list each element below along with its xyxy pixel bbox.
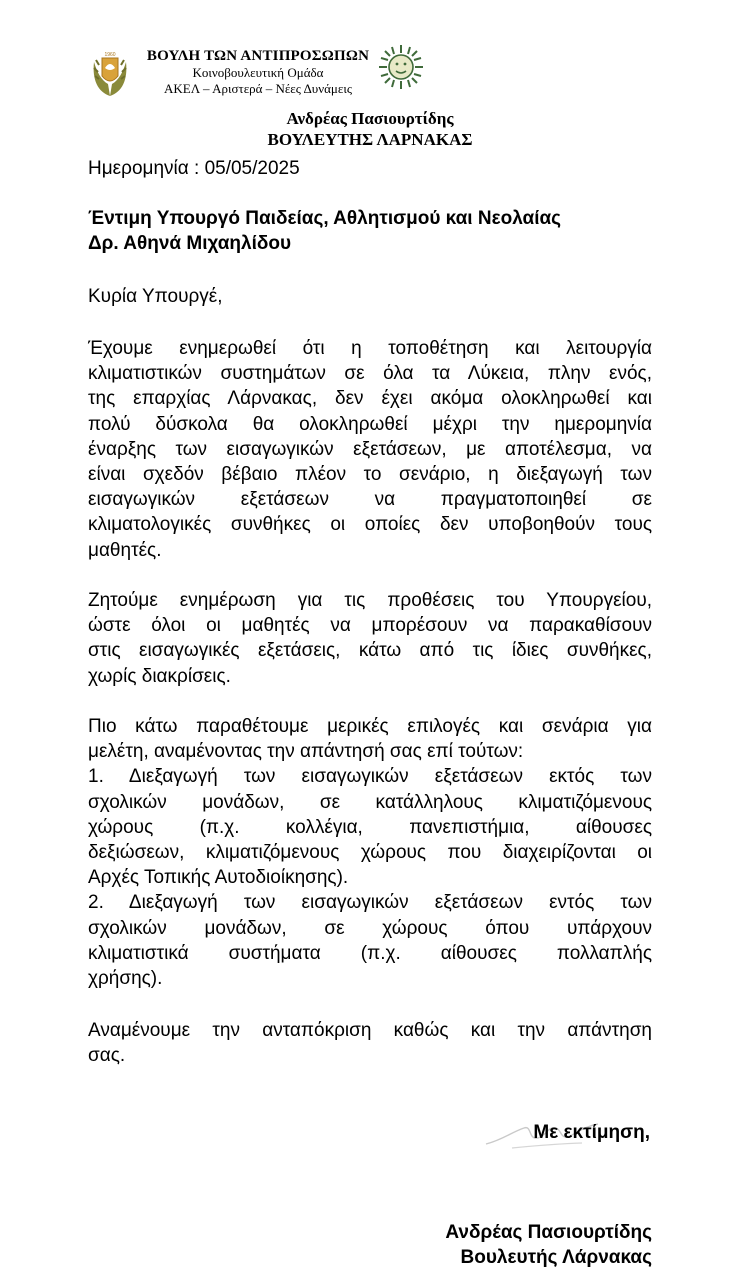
paragraph-3 <box>88 714 652 991</box>
paragraph-line: χωρίς διακρίσεις. <box>88 665 231 687</box>
party-name: ΑΚΕΛ – Αριστερά – Νέες Δυνάμεις <box>164 81 352 96</box>
svg-text:1960: 1960 <box>104 52 116 58</box>
list-item-2-line: κλιματιστικά συστήματα (π.χ. αίθουσες πολλαπλής <box>88 942 652 964</box>
sender-name: Ανδρέας Πασιουρτίδης <box>286 109 454 128</box>
list-item-2-line: χρήσης). <box>88 967 163 989</box>
list-item-1-line: 1. Διεξαγωγή των εισαγωγικών εξετάσεων εκτός των <box>88 766 652 788</box>
salutation: Κυρία Υπουργέ, <box>88 286 223 307</box>
paragraph-line: Αναμένουμε την ανταπόκριση καθώς και την απάντηση <box>88 1020 652 1041</box>
recipient <box>88 206 648 256</box>
letterhead-text <box>138 48 378 97</box>
recipient-name: Δρ. Αθηνά Μιχαηλίδου <box>88 233 292 255</box>
sun-logo-icon <box>378 44 424 90</box>
paragraph-line: της επαρχίας Λάρνακας, δεν έχει ακόμα ολοκληρωθεί και <box>88 388 652 410</box>
paragraph-line: μαθητές. <box>88 539 162 561</box>
paragraph-line: είναι σχεδόν βέβαιο πλέον το σενάριο, η διεξαγωγή των <box>88 463 652 485</box>
signoff-title: Βουλευτής Λάρνακας <box>460 1247 652 1269</box>
sender-title: ΒΟΥΛΕΥΤΗΣ ΛΑΡΝΑΚΑΣ <box>267 130 473 149</box>
paragraph-line: ώστε όλοι οι μαθητές να μπορέσουν να παρακαθίσουν <box>88 615 652 637</box>
paragraph-line: κλιματιστικών συστημάτων σε όλα τα Λύκεια, πλην ενός, <box>88 363 652 385</box>
paragraph-line: Έχουμε ενημερωθεί ότι η τοποθέτηση και λειτουργία <box>88 338 652 359</box>
paragraph-2 <box>88 588 652 689</box>
paragraph-line: μελέτη, αναμένοντας την απάντησή σας επί τούτων: <box>88 741 524 763</box>
list-item-2-line: σχολικών μονάδων, σε χώρους όπου υπάρχουν <box>88 917 652 939</box>
list-item-1-line: χώρους (π.χ. κολλέγια, πανεπιστήμια, αίθουσες <box>88 816 652 838</box>
list-item-1-line: Αρχές Τοπικής Αυτοδιοίκησης). <box>88 867 349 889</box>
paragraph-line: σας. <box>88 1045 126 1067</box>
letterhead <box>88 44 438 104</box>
coat-of-arms-icon <box>88 46 132 104</box>
closing-phrase: Με εκτίμηση, <box>533 1122 650 1143</box>
paragraph-line: Ζητούμε ενημέρωση για τις προθέσεις του Υπουργείου, <box>88 590 652 611</box>
list-item-1-line: σχολικών μονάδων, σε κατάλληλους κλιματιζόμενους <box>88 791 652 813</box>
paragraph-line: έναρξης των εισαγωγικών εξετάσεων, με αποτέλεσμα, να <box>88 438 652 460</box>
recipient-title: Έντιμη Υπουργό Παιδείας, Αθλητισμού και Νεολαίας <box>88 208 562 229</box>
paragraph-line: Πιο κάτω παραθέτουμε μερικές επιλογές και σενάρια για <box>88 716 652 737</box>
sender-header <box>240 108 500 150</box>
parliamentary-group: Κοινοβουλευτική Ομάδα <box>192 65 324 80</box>
parliament-title: ΒΟΥΛΗ ΤΩΝ ΑΝΤΙΠΡΟΣΩΠΩΝ <box>146 48 370 64</box>
list-item-1-line: δεξιώσεων, κλιματιζόμενους χώρους που διαχειρίζονται οι <box>88 841 652 863</box>
paragraph-line: κλιματολογικές συνθήκες οι οποίες δεν υποβοηθούν τους <box>88 514 652 536</box>
signoff-name: Ανδρέας Πασιουρτίδης <box>445 1222 652 1243</box>
paragraph-line: πολύ δύσκολα θα ολοκληρωθεί μέχρι την ημερομηνία <box>88 413 652 435</box>
paragraph-4 <box>88 1018 652 1068</box>
paragraph-line: στις εισαγωγικές εξετάσεις, κάτω από τις ίδιες συνθήκες, <box>88 640 652 662</box>
paragraph-1 <box>88 336 652 563</box>
signoff <box>445 1220 652 1270</box>
paragraph-line: εισαγωγικών εξετάσεων να πραγματοποιηθεί σε <box>88 489 652 511</box>
list-item-2-line: 2. Διεξαγωγή των εισαγωγικών εξετάσεων εντός των <box>88 892 652 914</box>
letter-date: Ημερομηνία : 05/05/2025 <box>88 158 300 179</box>
